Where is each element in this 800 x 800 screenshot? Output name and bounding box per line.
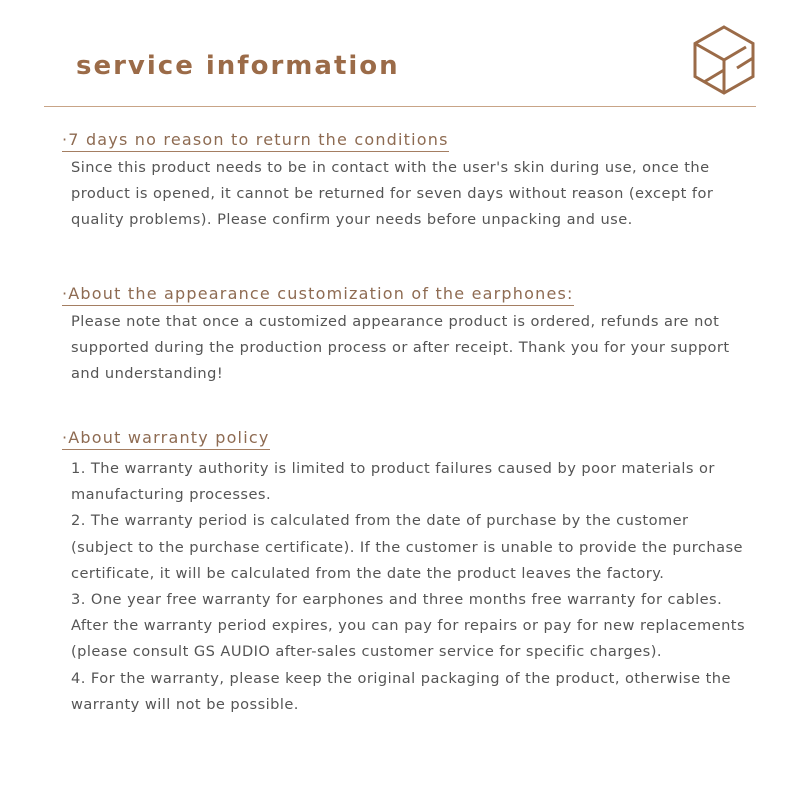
paragraph: Since this product needs to be in contact with the user's skin during use, once the product is opened, it cannot be returned for seven days without reason (except for quality problems). Please confirm your needs before unpacking and use. [71, 159, 714, 229]
section-heading: ·7 days no reason to return the conditions [62, 129, 449, 152]
return-conditions-section [62, 129, 752, 234]
warranty-item-3: 3. One year free warranty for earphones and three months free warranty for cables. After the warranty period expires, you can pay for repairs or pay for new replacements (please consult GS AUDIO after-sales customer service for specific charges). [71, 591, 746, 661]
header-divider [44, 106, 756, 107]
warranty-item-2: 2. The warranty period is calculated from the date of purchase by the customer (subject to the purchase certificate). If the customer is unable to provide the purchase certificate, it will be calculated from the date the product leaves the factory. [71, 512, 743, 582]
hexagon-cube-logo-icon [692, 24, 756, 96]
section-heading: ·About the appearance customization of the earphones: [62, 283, 574, 306]
section-body [71, 456, 751, 718]
page-title: service information [76, 51, 400, 81]
section-body [71, 155, 751, 234]
warranty-item-4: 4. For the warranty, please keep the original packaging of the product, otherwise the warranty will not be possible. [71, 669, 731, 713]
paragraph: Please note that once a customized appearance product is ordered, refunds are not supported during the production process or after receipt. Thank you for your support and understanding! [71, 313, 730, 383]
warranty-policy-section [62, 427, 752, 718]
section-heading: ·About warranty policy [62, 427, 270, 450]
section-body [71, 309, 751, 388]
customization-section [62, 283, 752, 388]
warranty-item-1: 1. The warranty authority is limited to product failures caused by poor materials or manufacturing processes. [71, 460, 715, 504]
